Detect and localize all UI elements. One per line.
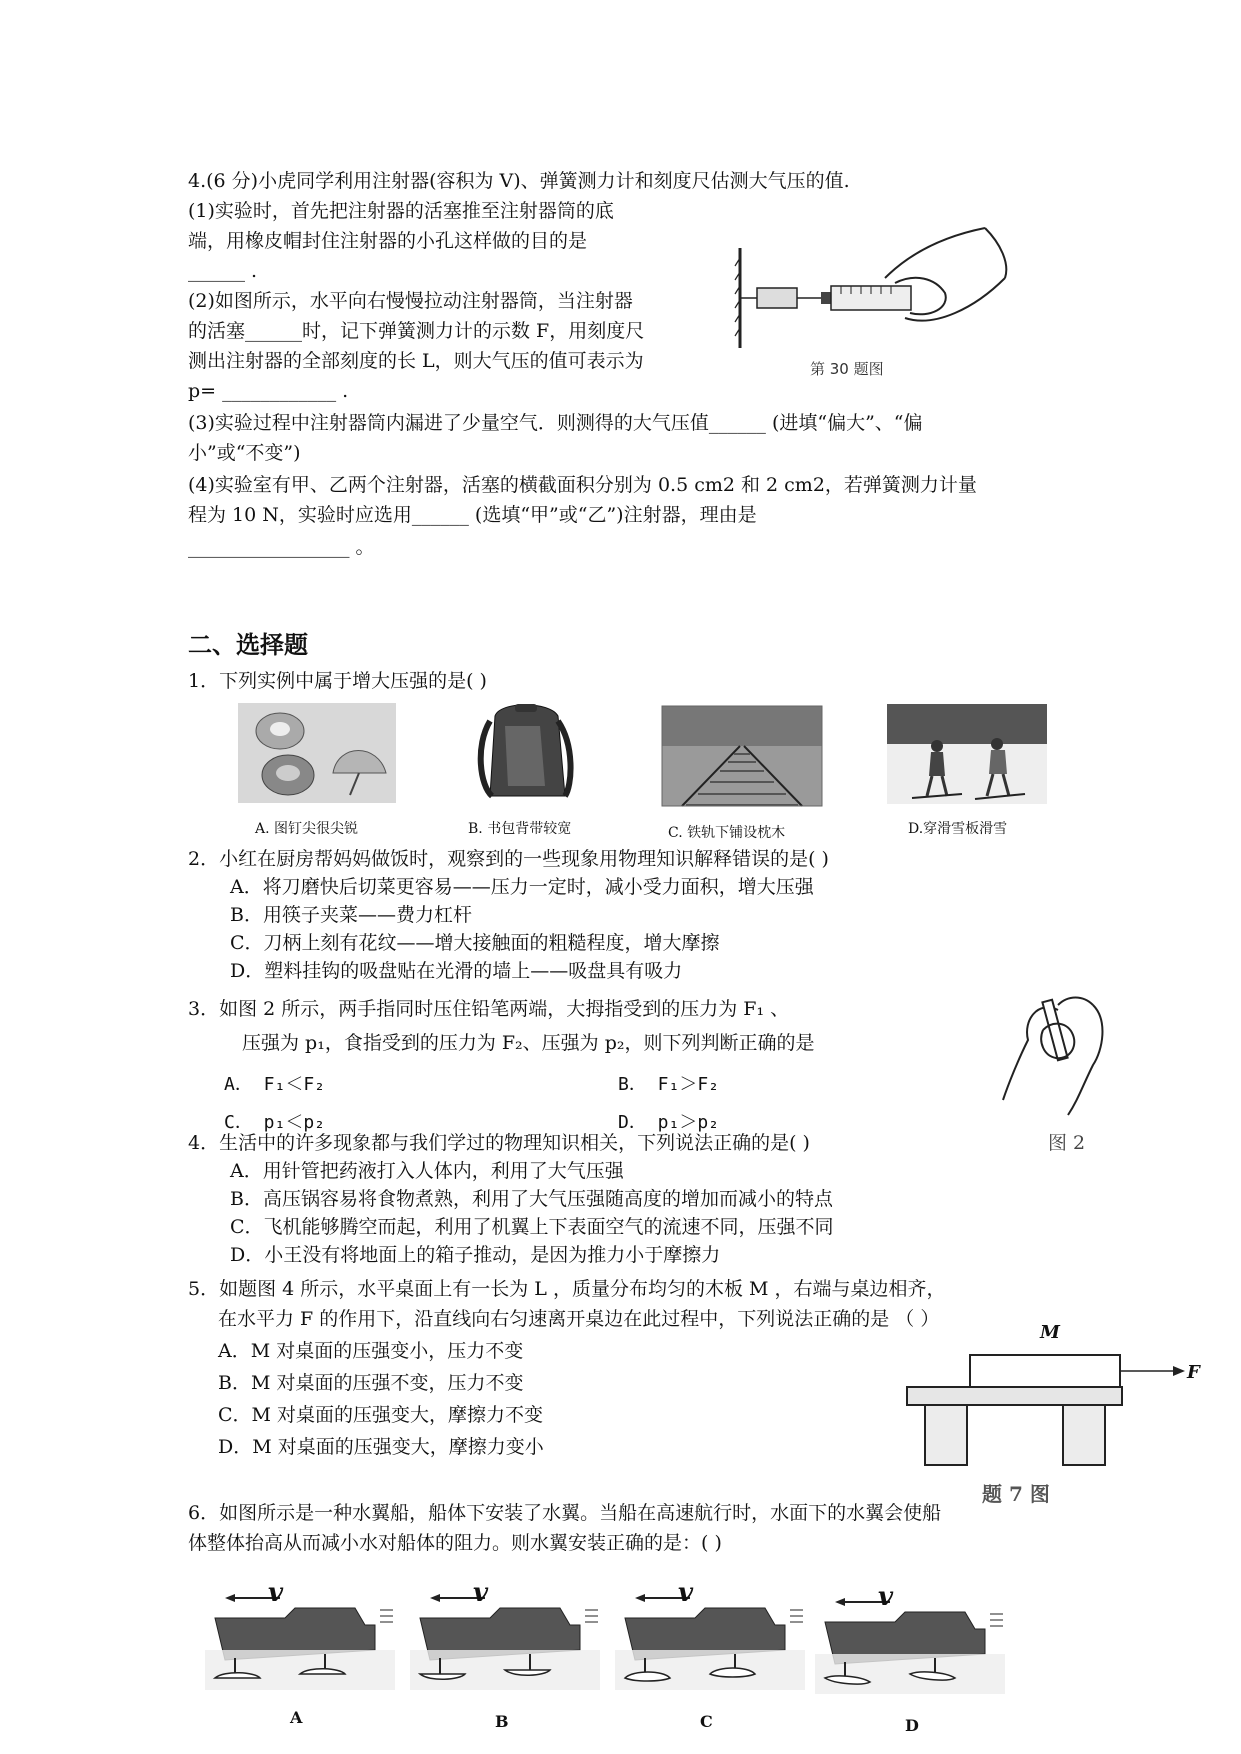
q4-part2-line2: 的活塞______时，记下弹簧测力计的示数 F，用刻度尺 <box>188 320 645 342</box>
c3-option-d: D． p₁＞p₂ <box>618 1112 720 1133</box>
skiing-photo <box>887 704 1047 804</box>
boat-label-c: C <box>700 1712 713 1731</box>
c2-stem: 2．小红在厨房帮妈妈做饭时，观察到的一些现象用物理知识解释错误的是( ) <box>188 848 829 870</box>
c2-option-b: B．用筷子夹菜——费力杠杆 <box>230 904 472 926</box>
c5-option-d: D．M 对桌面的压强变大，摩擦力变小 <box>218 1436 544 1458</box>
c3-stem-line1: 3．如图 2 所示，两手指同时压住铅笔两端，大拇指受到的压力为 F₁ 、 <box>188 998 790 1020</box>
q4-title: 4.(6 分)小虎同学利用注射器(容积为 V)、弹簧测力计和刻度尺估测大气压的值. <box>188 170 850 192</box>
velocity-label-b: v <box>473 1578 489 1608</box>
velocity-label-a: v <box>268 1578 284 1608</box>
q4-part4-line3: _________________ 。 <box>188 536 375 558</box>
c4-option-a: A．用针管把药液打入人体内，利用了大气压强 <box>230 1160 624 1182</box>
syringe-figure <box>735 238 1015 348</box>
q4-part1-line1: (1)实验时，首先把注射器的活塞推至注射器筒的底 <box>188 200 614 222</box>
hydrofoil-boat-c <box>615 1590 815 1705</box>
c4-stem: 4．生活中的许多现象都与我们学过的物理知识相关，下列说法正确的是( ) <box>188 1132 810 1154</box>
c2-option-a: A．将刀磨快后切菜更容易——压力一定时，减小受力面积，增大压强 <box>230 876 814 898</box>
boat-label-a: A <box>290 1708 303 1727</box>
boat-label-d: D <box>905 1716 919 1735</box>
railway-photo <box>662 706 822 806</box>
c3-option-c: C． p₁＜p₂ <box>224 1112 326 1133</box>
q4-part4-line1: (4)实验室有甲、乙两个注射器，活塞的横截面积分别为 0.5 cm2 和 2 cm2，若弹簧测力计量 <box>188 474 977 496</box>
syringe-figure-caption: 第 30 题图 <box>810 360 884 378</box>
c1-caption-b: B. 书包背带较宽 <box>468 821 572 837</box>
c5-stem-line1: 5．如题图 4 所示，水平桌面上有一长为 L ，质量分布均匀的木板 M ，右端与桌边相齐， <box>188 1278 946 1300</box>
c5-stem-line2: 在水平力 F 的作用下，沿直线向右匀速离开桌边在此过程中，下列说法正确的是 （ ） <box>218 1308 940 1330</box>
pencil-fingers-figure <box>998 990 1118 1120</box>
c4-option-b: B．高压锅容易将食物煮熟，利用了大气压强随高度的增加而减小的特点 <box>230 1188 833 1210</box>
c6-stem-line1: 6．如图所示是一种水翼船，船体下安装了水翼。当船在高速航行时，水面下的水翼会使船 <box>188 1502 942 1524</box>
c3-option-a: A． F₁＜F₂ <box>224 1074 326 1095</box>
thumbtack-photo <box>238 703 396 803</box>
q4-part1-line2: 端，用橡皮帽封住注射器的小孔这样做的目的是 <box>188 230 588 252</box>
q4-part4-line2: 程为 10 N，实验时应选用______ (选填“甲”或“乙”)注射器，理由是 <box>188 504 757 526</box>
c4-option-d: D．小王没有将地面上的箱子推动，是因为推力小于摩擦力 <box>230 1244 721 1266</box>
board-label-m: M <box>1040 1322 1060 1343</box>
board-figure-caption: 题 7 图 <box>982 1482 1050 1506</box>
q4-part2-formula: p= ____________ . <box>188 380 349 402</box>
c5-option-a: A．M 对桌面的压强变小，压力不变 <box>218 1340 524 1362</box>
hydrofoil-boat-a <box>205 1590 405 1705</box>
pencil-figure-caption: 图 2 <box>1048 1132 1086 1154</box>
c1-caption-d: D.穿滑雪板滑雪 <box>908 821 1008 837</box>
q4-part2-line3: 测出注射器的全部刻度的长 L，则大气压的值可表示为 <box>188 350 644 372</box>
q4-part2-line1: (2)如图所示，水平向右慢慢拉动注射器筒，当注射器 <box>188 290 633 312</box>
q4-part3-line2: 小”或“不变”) <box>188 442 301 464</box>
force-label-f: F <box>1187 1362 1200 1383</box>
boat-label-b: B <box>495 1712 509 1731</box>
c1-caption-c: C. 铁轨下铺设枕木 <box>668 825 786 841</box>
c6-stem-line2: 体整体抬高从而减小水对船体的阻力。则水翼安装正确的是：( ) <box>188 1532 722 1554</box>
hydrofoil-boat-b <box>410 1590 610 1705</box>
hydrofoil-boat-d <box>815 1594 1015 1709</box>
c4-option-c: C．飞机能够腾空而起，利用了机翼上下表面空气的流速不同，压强不同 <box>230 1216 834 1238</box>
c5-option-c: C．M 对桌面的压强变大，摩擦力不变 <box>218 1404 544 1426</box>
q4-part3-line1: (3)实验过程中注射器筒内漏进了少量空气．则测得的大气压值______ (进填“偏大”、“偏 <box>188 412 923 434</box>
section-title: 二、选择题 <box>188 631 308 659</box>
velocity-label-c: v <box>678 1578 694 1608</box>
velocity-label-d: v <box>878 1582 894 1612</box>
backpack-photo <box>470 696 580 806</box>
c1-caption-a: A. 图钉尖很尖锐 <box>255 821 359 837</box>
c2-option-c: C．刀柄上刻有花纹——增大接触面的粗糙程度，增大摩擦 <box>230 932 720 954</box>
q4-part1-blank: ______ . <box>188 260 258 282</box>
c5-option-b: B．M 对桌面的压强不变，压力不变 <box>218 1372 524 1394</box>
c3-option-b: B． F₁＞F₂ <box>618 1074 720 1095</box>
c2-option-d: D．塑料挂钩的吸盘贴在光滑的墙上——吸盘具有吸力 <box>230 960 683 982</box>
c3-stem-line2: 压强为 p₁，食指受到的压力为 F₂、压强为 p₂，则下列判断正确的是 <box>242 1032 815 1054</box>
c1-stem: 1．下列实例中属于增大压强的是( ) <box>188 670 487 692</box>
